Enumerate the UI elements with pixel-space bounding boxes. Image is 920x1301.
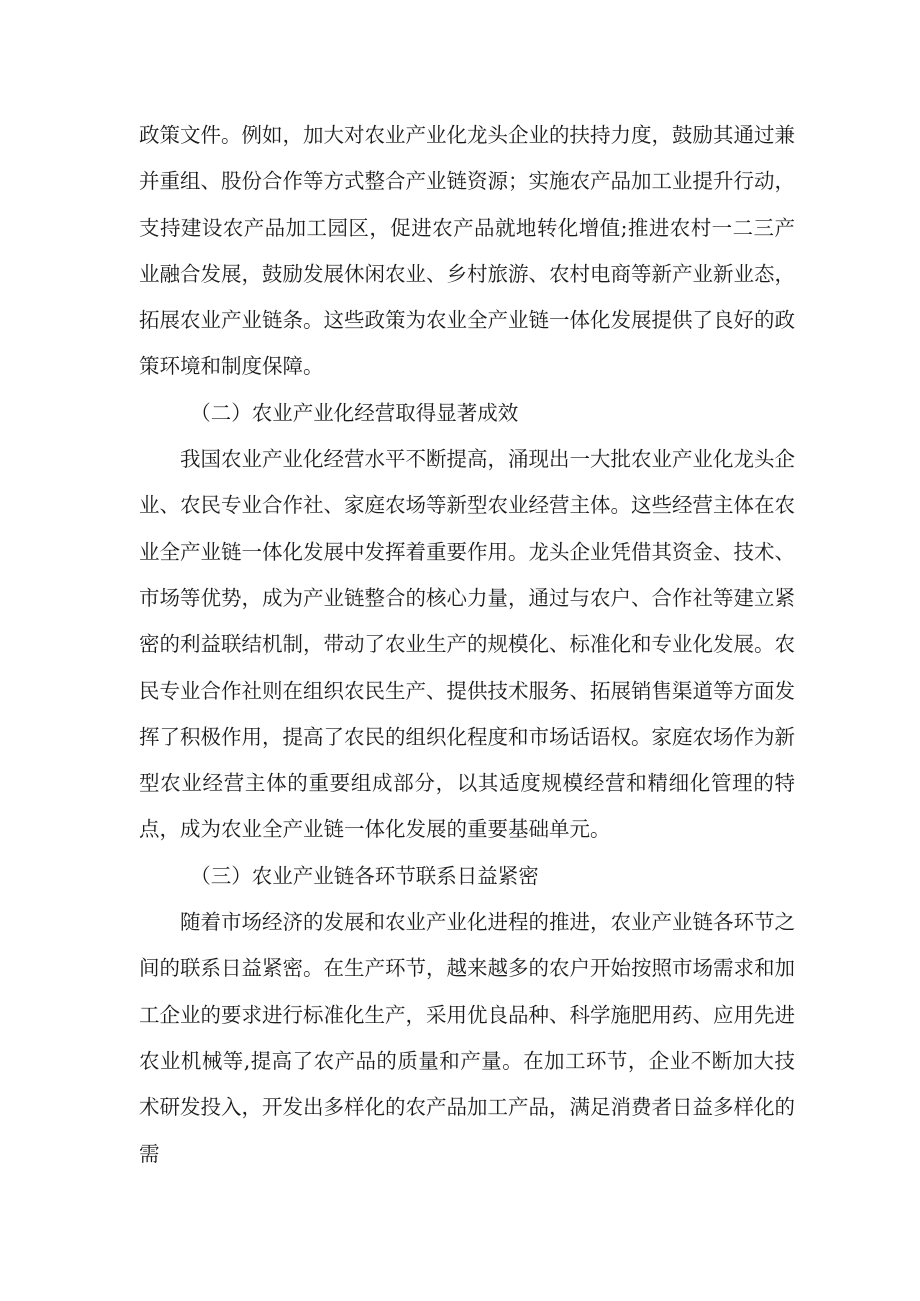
section-heading-2: （二）农业产业化经营取得显著成效 — [190, 400, 519, 425]
section-heading-3: （三）农业产业链各环节联系日益紧密 — [190, 863, 539, 888]
document-body — [139, 112, 795, 1177]
paragraph-policy-documents: 政策文件。例如，加大对农业产业化龙头企业的扶持力度，鼓励其通过兼并重组、股份合作等方式整合产业链资源；实施农产品加工业提升行动，支持建设农产品加工园区，促进农产品就地转化增值;推进农村一二三产业融合发展，鼓励发展休闲农业、乡村旅游、农村电商等新产业新业态，拓展农业产业链条。这些政策为农业全产业链一体化发展提供了良好的政策环境和制度保障。 — [139, 123, 795, 379]
paragraph-industrialization-results: 我国农业产业化经营水平不断提高，涌现出一大批农业产业化龙头企业、农民专业合作社、家庭农场等新型农业经营主体。这些经营主体在农业全产业链一体化发展中发挥着重要作用。龙头企业凭借其资金、技术、市场等优势，成为产业链整合的核心力量，通过与农户、合作社等建立紧密的利益联结机制，带动了农业生产的规模化、标准化和专业化发展。农民专业合作社则在组织农民生产、提供技术服务、拓展销售渠道等方面发挥了积极作用，提高了农民的组织化程度和市场话语权。家庭农场作为新型农业经营主体的重要组成部分，以其适度规模经营和精细化管理的特点，成为农业全产业链一体化发展的重要基础单元。 — [139, 447, 795, 842]
paragraph-chain-links: 随着市场经济的发展和农业产业化进程的推进，农业产业链各环节之间的联系日益紧密。在生产环节，越来越多的农户开始按照市场需求和加工企业的要求进行标准化生产，采用优良品种、科学施肥用药、应用先进农业机械等,提高了农产品的质量和产量。在加工环节，企业不断加大技术研发投入，开发出多样化的农产品加工产品，满足消费者日益多样化的需 — [139, 910, 795, 1166]
